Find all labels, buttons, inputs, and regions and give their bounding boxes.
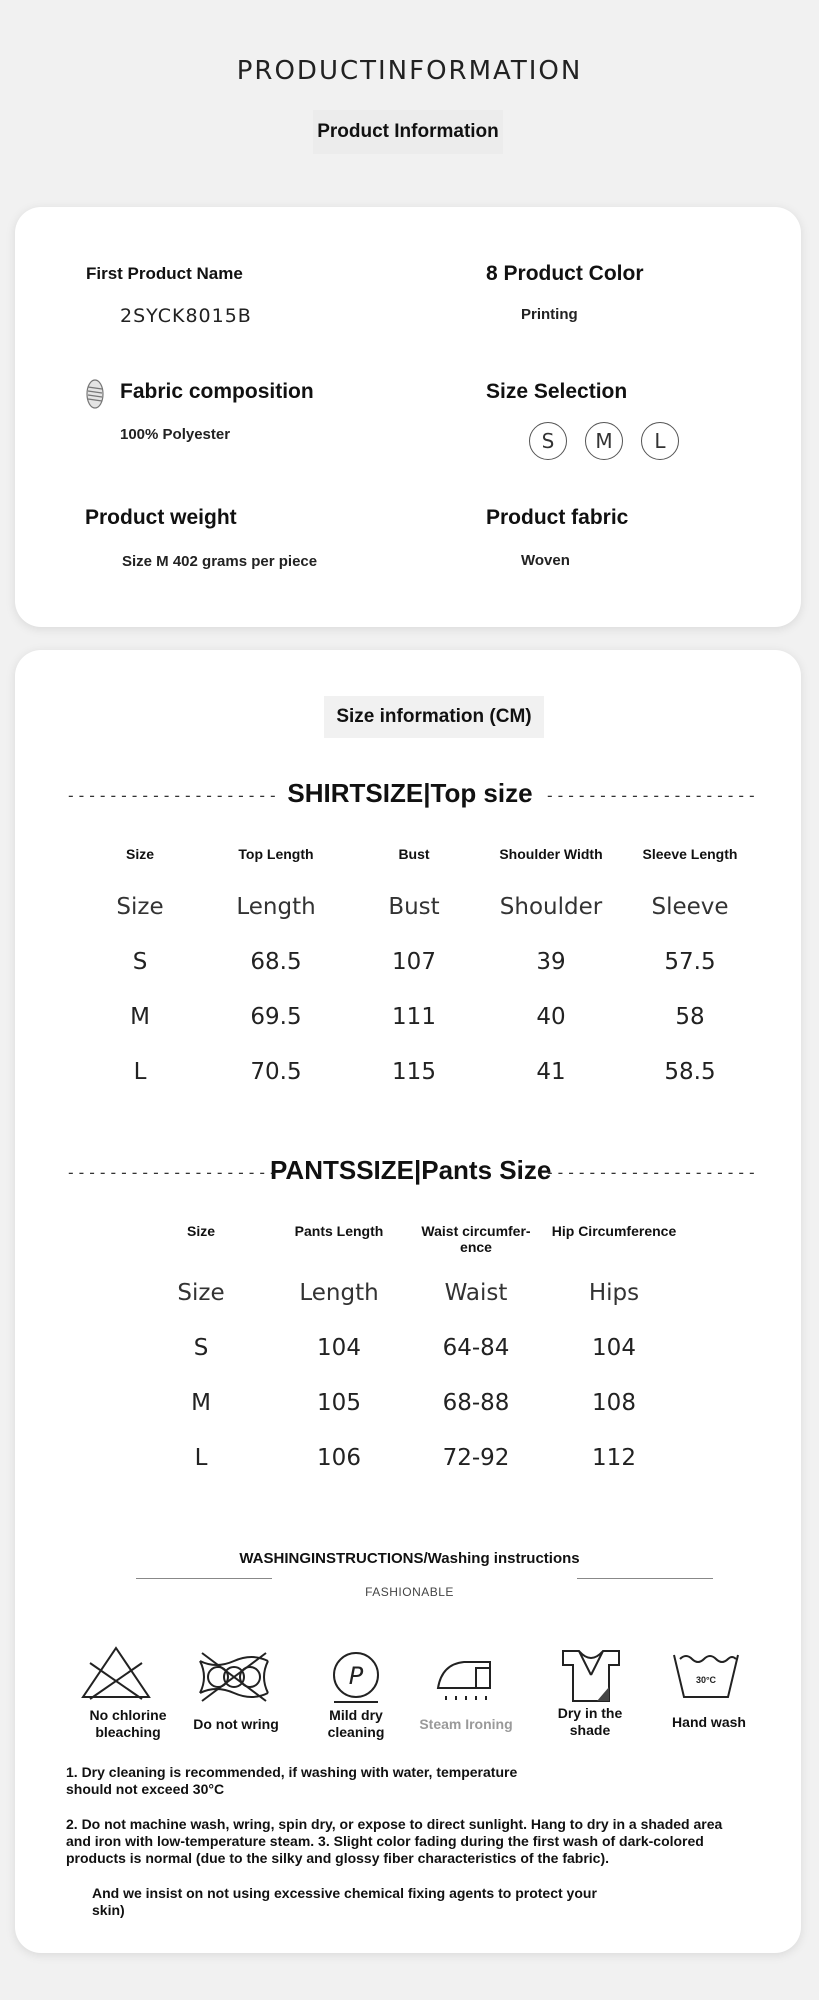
pants-table-column-name: Size bbox=[177, 1280, 225, 1306]
pants-table-cell: 104 bbox=[317, 1335, 361, 1361]
pants-table-cell: M bbox=[191, 1390, 211, 1416]
shirt-table-column-name: Length bbox=[236, 894, 316, 920]
pants-table-column-name: Length bbox=[299, 1280, 379, 1306]
shirt-table-header-cell: Shoulder Width bbox=[499, 846, 603, 862]
divider-dashes: -------------------- bbox=[545, 786, 758, 805]
size-option-l[interactable]: L bbox=[641, 422, 679, 460]
shirt-table-header-cell: Sleeve Length bbox=[642, 846, 738, 862]
product-weight-value: Size M 402 grams per piece bbox=[122, 553, 318, 570]
shirt-table-column-name: Shoulder bbox=[499, 894, 603, 920]
pants-table-cell: S bbox=[193, 1335, 209, 1361]
product-color-label: 8 Product Color bbox=[486, 262, 644, 285]
page-subtitle: Product Information bbox=[313, 110, 503, 154]
product-weight-label: Product weight bbox=[85, 506, 237, 529]
product-color-value: Printing bbox=[521, 306, 578, 323]
wash-label-hand-wash: Hand wash bbox=[672, 1714, 746, 1730]
shirt-table-header-cell: Bust bbox=[398, 846, 430, 862]
pants-table-header-cell: Pants Length bbox=[294, 1223, 384, 1239]
pants-table-cell: L bbox=[194, 1445, 208, 1471]
pants-table-column-name: Waist bbox=[444, 1280, 508, 1306]
washing-title: WASHINGINSTRUCTIONS/Washing instructions bbox=[239, 1550, 580, 1567]
shirt-size-heading: SHIRTSIZE|Top size bbox=[287, 778, 533, 808]
shirt-table-column-name: Size bbox=[116, 894, 164, 920]
product-name-label: First Product Name bbox=[86, 264, 243, 283]
shirt-table-header-cell: Top Length bbox=[238, 846, 314, 862]
no-wring-icon bbox=[196, 1649, 272, 1709]
pants-size-heading: PANTSSIZE|Pants Size bbox=[270, 1155, 552, 1185]
wash-label-steam-iron: Steam Ironing bbox=[419, 1716, 513, 1732]
shirt-table-cell: 111 bbox=[392, 1004, 436, 1030]
shirt-table-cell: L bbox=[133, 1059, 147, 1085]
pants-table-header-cell: Size bbox=[186, 1223, 215, 1239]
hand-wash-temp: 30°C bbox=[695, 1675, 717, 1685]
pants-table-cell: 72-92 bbox=[442, 1445, 510, 1471]
washing-subtitle: FASHIONABLE bbox=[365, 1585, 454, 1599]
shirt-table-cell: 39 bbox=[536, 949, 566, 975]
wash-note-3: And we insist on not using excessive chemical fixing agents to protect your skin) bbox=[92, 1885, 597, 1918]
shirt-table-cell: 41 bbox=[536, 1059, 566, 1085]
divider-dashes: -------------------- bbox=[545, 1163, 758, 1182]
pants-table-cell: 112 bbox=[592, 1445, 636, 1471]
pants-table-header-cell: Hip Circumference bbox=[551, 1223, 677, 1239]
pants-table-column-name: Hips bbox=[588, 1280, 640, 1306]
product-fabric-label: Product fabric bbox=[486, 506, 629, 529]
divider-line bbox=[577, 1578, 713, 1579]
size-option-m[interactable]: M bbox=[585, 422, 623, 460]
wash-note-1: 1. Dry cleaning is recommended, if washing with water, temperature should not exceed 30°C bbox=[66, 1764, 518, 1797]
pants-table-cell: 64-84 bbox=[442, 1335, 510, 1361]
size-info-title: Size information (CM) bbox=[324, 696, 544, 738]
pants-table-header-cell: Waist circumfer-ence bbox=[421, 1223, 531, 1255]
wash-label-no-wring: Do not wring bbox=[193, 1716, 279, 1732]
shirt-table-cell: 115 bbox=[392, 1059, 436, 1085]
shirt-table-cell: 69.5 bbox=[250, 1004, 302, 1030]
shirt-table-cell: S bbox=[132, 949, 148, 975]
size-option-s[interactable]: S bbox=[529, 422, 567, 460]
fabric-composition-value: 100% Polyester bbox=[120, 426, 231, 443]
steam-iron-icon bbox=[428, 1650, 504, 1710]
pants-table-cell: 68-88 bbox=[442, 1390, 510, 1416]
divider-line bbox=[136, 1578, 272, 1579]
shirt-table-cell: 70.5 bbox=[250, 1059, 302, 1085]
page-title: PRODUCTINFORMATION bbox=[236, 56, 583, 86]
shade-dry-icon bbox=[553, 1647, 629, 1707]
shirt-table-column-name: Bust bbox=[388, 894, 440, 920]
fabric-composition-label: Fabric composition bbox=[120, 380, 314, 403]
divider-dashes: -------------------- bbox=[66, 1163, 279, 1182]
shirt-table-cell: M bbox=[130, 1004, 150, 1030]
wash-note-2: 2. Do not machine wash, wring, spin dry, or expose to direct sunlight. Hang to dry in a shaded area and iron with low-temperature steam. 3. Slight color fading during the first wash of dark-colored products is normal (due to the silky and glossy fiber characteristics of the fabric). bbox=[66, 1816, 723, 1866]
shirt-table-cell: 57.5 bbox=[664, 949, 716, 975]
hand-wash-icon bbox=[668, 1647, 744, 1707]
wash-label-shade-dry: Dry in the shade bbox=[557, 1705, 623, 1738]
pants-table-cell: 105 bbox=[317, 1390, 361, 1416]
shirt-table-header-cell: Size bbox=[125, 846, 154, 862]
shirt-table-cell: 107 bbox=[392, 949, 436, 975]
shirt-table-cell: 68.5 bbox=[250, 949, 302, 975]
divider-dashes: -------------------- bbox=[66, 786, 279, 805]
svg-text:P: P bbox=[348, 1662, 364, 1690]
shirt-table-cell: 40 bbox=[536, 1004, 566, 1030]
wash-label-dry-clean: Mild dry cleaning bbox=[327, 1707, 385, 1740]
pants-table-cell: 104 bbox=[592, 1335, 636, 1361]
dry-clean-p-icon bbox=[318, 1650, 394, 1710]
size-selection-label: Size Selection bbox=[486, 380, 628, 403]
pants-table-cell: 106 bbox=[317, 1445, 361, 1471]
wash-label-no-bleach: No chlorine bleaching bbox=[89, 1707, 167, 1740]
thread-spool-icon bbox=[86, 379, 104, 409]
product-name-value: 2SYCK8015B bbox=[120, 305, 252, 327]
pants-table-cell: 108 bbox=[592, 1390, 636, 1416]
shirt-table-cell: 58.5 bbox=[664, 1059, 716, 1085]
no-bleach-icon bbox=[78, 1643, 154, 1703]
product-fabric-value: Woven bbox=[521, 552, 570, 569]
shirt-table-cell: 58 bbox=[675, 1004, 705, 1030]
shirt-table-column-name: Sleeve bbox=[651, 894, 729, 920]
